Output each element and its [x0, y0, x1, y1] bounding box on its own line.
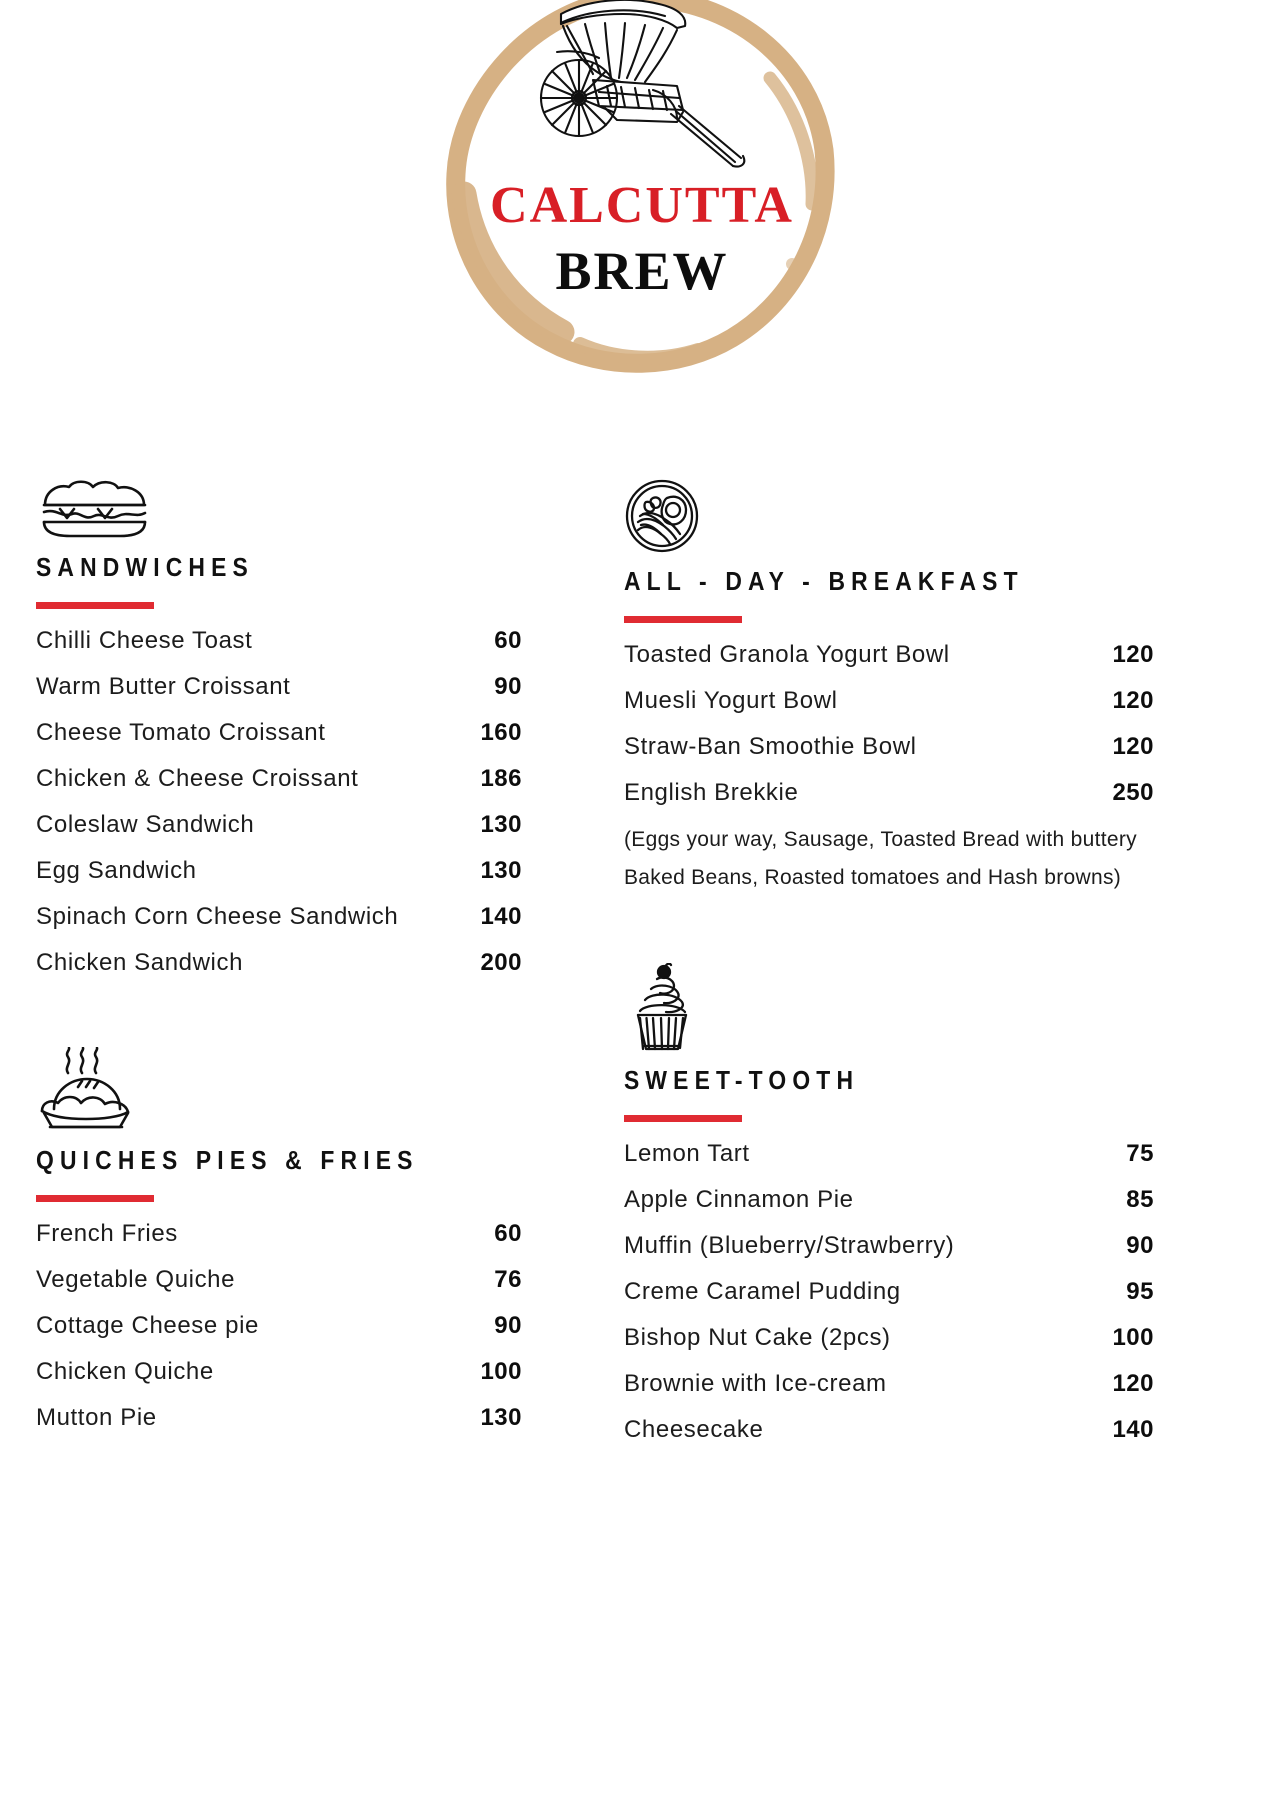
section-rule [624, 616, 742, 623]
item-price: 90 [494, 673, 522, 700]
menu-item[interactable] [36, 903, 522, 931]
menu-item[interactable] [36, 1312, 522, 1340]
rickshaw-icon [527, 0, 757, 174]
item-list-sweet-tooth [624, 1140, 1272, 1444]
menu-column-right [600, 478, 1272, 1462]
menu-item[interactable] [624, 1186, 1154, 1214]
item-name: Brownie with Ice-cream [624, 1370, 887, 1398]
menu-column-left [0, 478, 600, 1462]
item-price: 130 [480, 857, 522, 884]
item-list-sandwiches [36, 627, 600, 977]
item-name: Muesli Yogurt Bowl [624, 687, 838, 714]
menu-item[interactable] [36, 627, 522, 655]
item-price: 85 [1126, 1186, 1154, 1214]
item-price: 60 [494, 627, 522, 654]
item-name: Chilli Cheese Toast [36, 627, 253, 654]
section-title-sweet-tooth: SWEET-TOOTH [624, 1065, 860, 1096]
cupcake-icon [624, 963, 700, 1053]
item-price: 90 [1126, 1232, 1154, 1260]
menu-item[interactable] [36, 857, 522, 885]
menu-item[interactable] [36, 1266, 522, 1294]
menu-item[interactable] [624, 1324, 1154, 1352]
item-name: Bishop Nut Cake (2pcs) [624, 1324, 891, 1352]
menu-item[interactable] [36, 1220, 522, 1248]
menu-item[interactable] [36, 673, 522, 701]
item-price: 100 [1112, 1324, 1154, 1352]
item-name: French Fries [36, 1220, 178, 1247]
item-name: Creme Caramel Pudding [624, 1278, 901, 1306]
item-name: Spinach Corn Cheese Sandwich [36, 903, 399, 930]
pie-icon [36, 1047, 138, 1133]
section-sandwiches [36, 478, 600, 995]
item-price: 140 [480, 903, 522, 930]
item-price: 160 [480, 719, 522, 746]
item-name: Vegetable Quiche [36, 1266, 236, 1293]
item-price: 120 [1112, 687, 1154, 714]
item-name: Warm Butter Croissant [36, 673, 291, 700]
item-name: English Brekkie [624, 779, 799, 806]
menu-item[interactable] [36, 1404, 522, 1432]
item-price: 250 [1112, 779, 1154, 806]
logo-lockup [432, 0, 852, 400]
menu-item[interactable] [624, 687, 1154, 715]
item-price: 130 [480, 1404, 522, 1431]
item-price: 140 [1112, 1416, 1154, 1444]
section-rule [36, 602, 154, 609]
menu-item[interactable] [36, 811, 522, 839]
section-quiches-pies-fries [36, 1047, 600, 1450]
menu-item[interactable] [36, 765, 522, 793]
item-name: Coleslaw Sandwich [36, 811, 255, 838]
section-sweet-tooth [624, 963, 1272, 1462]
breakfast-plate-icon [624, 478, 700, 554]
item-name: Lemon Tart [624, 1140, 750, 1168]
item-price: 100 [480, 1358, 522, 1385]
menu-body [0, 478, 1272, 1462]
item-name: Cheesecake [624, 1416, 764, 1444]
item-name: Chicken Sandwich [36, 949, 244, 976]
section-title-all-day-breakfast: ALL - DAY - BREAKFAST [624, 566, 1024, 596]
section-title-quiches-pies-fries: QUICHES PIES & FRIES [36, 1145, 419, 1175]
section-all-day-breakfast [624, 478, 1272, 911]
sandwich-icon [36, 478, 154, 540]
menu-item[interactable] [624, 641, 1154, 669]
item-price: 75 [1126, 1140, 1154, 1168]
item-list-quiches-pies-fries [36, 1220, 600, 1432]
item-name: Mutton Pie [36, 1404, 157, 1431]
menu-item[interactable] [624, 1370, 1154, 1398]
section-title-sandwiches: SANDWICHES [36, 552, 254, 582]
item-name: Cheese Tomato Croissant [36, 719, 326, 746]
item-price: 130 [480, 811, 522, 838]
item-price: 76 [494, 1266, 522, 1293]
item-name: Chicken Quiche [36, 1358, 214, 1385]
brand-name-secondary: BREW [555, 241, 729, 301]
item-price: 60 [494, 1220, 522, 1247]
item-name: Apple Cinnamon Pie [624, 1186, 854, 1214]
item-price: 186 [480, 765, 522, 792]
menu-item[interactable] [36, 719, 522, 747]
menu-item[interactable] [624, 733, 1154, 761]
menu-item[interactable] [624, 1140, 1154, 1168]
menu-item[interactable] [624, 1232, 1154, 1260]
item-name: Chicken & Cheese Croissant [36, 765, 359, 792]
item-price: 120 [1112, 641, 1154, 668]
menu-item[interactable] [36, 1358, 522, 1386]
menu-item[interactable] [624, 1416, 1154, 1444]
item-price: 90 [494, 1312, 522, 1339]
menu-item[interactable] [624, 779, 1154, 807]
brand-name-primary: CALCUTTA [490, 177, 794, 234]
section-rule [36, 1195, 154, 1202]
item-price: 120 [1112, 733, 1154, 760]
item-name: Muffin (Blueberry/Strawberry) [624, 1232, 955, 1260]
item-price: 95 [1126, 1278, 1154, 1306]
menu-item[interactable] [36, 949, 522, 977]
item-name: Cottage Cheese pie [36, 1312, 259, 1339]
item-price: 120 [1112, 1370, 1154, 1398]
item-list-all-day-breakfast [624, 641, 1272, 897]
item-description: (Eggs your way, Sausage, Toasted Bread with buttery Baked Beans, Roasted tomatoes and Hash browns) [624, 828, 1137, 890]
item-name: Straw-Ban Smoothie Bowl [624, 733, 917, 760]
logo-header [0, 0, 1272, 400]
menu-item[interactable] [624, 1278, 1154, 1306]
section-rule [624, 1115, 742, 1122]
item-price: 200 [480, 949, 522, 976]
item-name: Toasted Granola Yogurt Bowl [624, 641, 950, 668]
item-name: Egg Sandwich [36, 857, 197, 884]
